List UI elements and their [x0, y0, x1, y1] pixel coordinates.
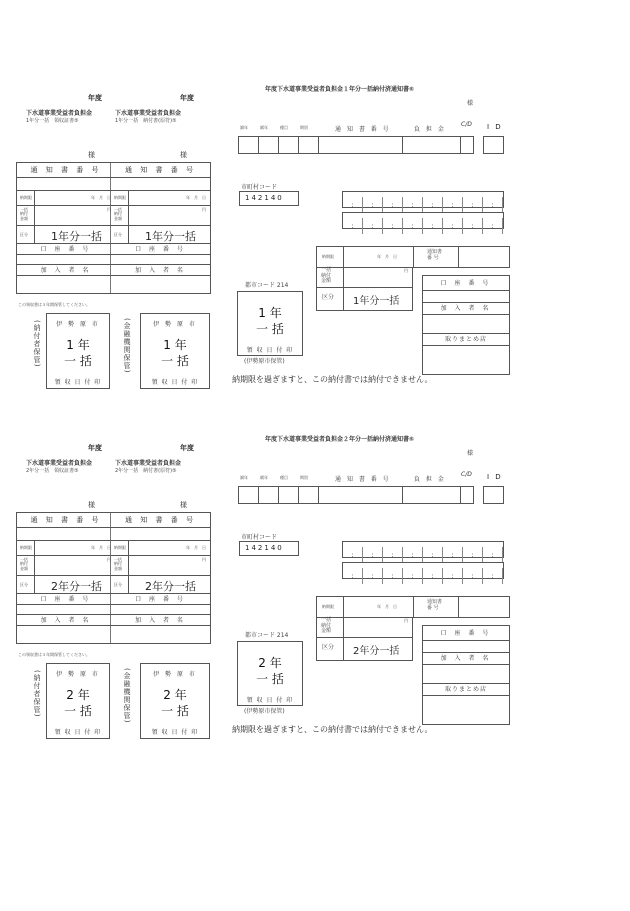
city-stamp-box: [237, 291, 303, 356]
overdue-warning: 納期限を過ぎますと、この納付書では納付できません。: [232, 725, 433, 734]
account-number-field[interactable]: [17, 255, 115, 265]
subscriber-name-header: 加 入 者 名: [17, 615, 115, 626]
amount-category-block: [316, 617, 413, 661]
notice-number-field[interactable]: [111, 178, 210, 191]
col-period: 期別: [300, 475, 308, 480]
receipt-stamp-box-bank: [140, 313, 210, 389]
stamp-term: 2 年: [258, 656, 282, 670]
amount-row: 一括 納付 金額 円: [111, 556, 210, 576]
receipt-subtitle: 1年分一括 領収証書⑤: [26, 118, 79, 124]
category-row: 区分 2年分一括: [317, 638, 412, 660]
stamp-term: 1 年: [163, 338, 187, 352]
receipt-date-stamp-label: 領 収 日 付 印: [54, 379, 102, 386]
amount-row: 一括 納付 金額 円: [317, 617, 412, 638]
col-notice-number: 通 知 書 番 号: [335, 126, 391, 133]
amount-field[interactable]: 円: [202, 557, 206, 562]
ocr-digit-row: [342, 191, 504, 208]
receipt-date-stamp-label: 領 収 日 付 印: [151, 729, 199, 736]
digit-box: :: [363, 197, 383, 213]
receipt-grid: [16, 162, 211, 294]
receipt-slip-payer: [17, 163, 115, 293]
digit-box: :: [443, 197, 463, 213]
receipt-date-stamp-label: 領 収 日 付 印: [54, 729, 102, 736]
city-name: 伊 勢 原 市: [56, 671, 100, 678]
payer-keep-label: (納付者保管): [33, 670, 41, 718]
city-name: 伊 勢 原 市: [153, 671, 197, 678]
category-row: 区分 2年分一括: [17, 576, 115, 594]
payment-slip-subtitle: 1年分一括 納付書(原符)⑤: [115, 118, 177, 124]
notice-number-label: 通知書 番 号: [427, 249, 443, 261]
digit-box: :: [343, 568, 363, 584]
bank-keep-label: (金融機関保管): [123, 318, 131, 374]
overdue-warning: 納期限を過ぎますと、この納付書では納付できません。: [232, 375, 433, 384]
honorific-label: 様: [180, 501, 187, 509]
city-stamp-box: [237, 641, 303, 706]
digit-box: :: [443, 547, 463, 563]
account-number-header: 口 座 番 号: [111, 594, 210, 605]
subscriber-name-field[interactable]: [17, 626, 115, 643]
account-number-field[interactable]: [17, 605, 115, 615]
fiscal-year-label: 年度: [180, 444, 194, 452]
city-code-label: 都市コード 214: [245, 282, 289, 289]
keep-notice: この領収書は５年間保管してください。: [18, 302, 90, 307]
notice-number-label: 通知書 番 号: [427, 599, 443, 611]
receipt-title: 下水道事業受益者負担金: [26, 460, 93, 467]
notice-number-field[interactable]: [111, 528, 210, 541]
stamp-term: 1 年: [258, 306, 282, 320]
city-code-label: 都市コード 214: [245, 632, 289, 639]
digit-box: :: [443, 218, 463, 234]
notice-number-header: 通 知 書 番 号: [17, 163, 115, 178]
account-number-header: 口 座 番 号: [17, 594, 115, 605]
amount-category-block: [316, 267, 413, 311]
due-date-field[interactable]: 年 月 日: [186, 545, 206, 550]
due-date-row: 納期限 年 月 日: [17, 541, 115, 556]
due-date-notice-row: 納期限 年 月 日 通知書 番 号: [316, 596, 510, 618]
amount-row: 一括 納付 金額 円: [317, 267, 412, 288]
ocr-digit-row: [342, 562, 504, 579]
digit-box: :: [463, 197, 483, 213]
col-charge: 負 担 金: [414, 126, 446, 133]
subscriber-name-field[interactable]: [111, 276, 210, 293]
digit-box: :: [383, 568, 403, 584]
digit-box: :: [403, 218, 423, 234]
subscriber-name-header: 加 入 者 名: [17, 265, 115, 276]
fiscal-year-label: 年度: [180, 94, 194, 102]
municipality-code: 142140: [239, 191, 299, 206]
account-number-field[interactable]: [111, 605, 210, 615]
digit-box: :: [463, 218, 483, 234]
city-name: 伊 勢 原 市: [56, 321, 100, 328]
amount-field[interactable]: 円: [404, 268, 408, 273]
fiscal-year-label: 年度: [88, 444, 102, 452]
receipt-slip-bank: [111, 513, 210, 643]
col-item: 種目: [280, 125, 288, 130]
col-year-levy: 賦年: [260, 475, 268, 480]
notice-number-header: 通 知 書 番 号: [111, 513, 210, 528]
category-row: 区分 1年分一括: [111, 226, 210, 244]
digit-box: :: [483, 547, 503, 563]
municipality-code: 142140: [239, 541, 299, 556]
due-date-row: 納期限 年 月 日: [111, 191, 210, 206]
digit-box: :: [383, 197, 403, 213]
subscriber-name-header: 加 入 者 名: [111, 265, 210, 276]
subscriber-name-header: 加 入 者 名: [111, 615, 210, 626]
id-field[interactable]: [483, 486, 504, 504]
agent-branch-field[interactable]: [423, 696, 509, 724]
notice-title: 年度下水道事業受益者負担金２年分一括納付済通知書⑤: [265, 436, 415, 443]
subscriber-name-field[interactable]: [111, 626, 210, 643]
col-year-levy: 賦年: [260, 125, 268, 130]
stamp-term: 2 年: [66, 688, 90, 702]
payer-keep-label: (納付者保管): [33, 320, 41, 368]
account-info-stack: [422, 625, 510, 725]
col-check-digit: C/D: [461, 121, 472, 128]
amount-field[interactable]: 円: [202, 207, 206, 212]
stamp-lump-sum: 一 括: [161, 704, 189, 718]
col-year-tax: 調年: [240, 475, 248, 480]
col-charge: 負 担 金: [414, 476, 446, 483]
city-keep-label: (伊勢原市保管): [244, 708, 285, 715]
digit-box: :: [483, 568, 503, 584]
digit-box: :: [403, 568, 423, 584]
digit-box: :: [363, 218, 383, 234]
receipt-slip-bank: [111, 163, 210, 293]
col-check-digit: C/D: [461, 471, 472, 478]
receipt-stamp-box-bank: [140, 663, 210, 739]
payment-slip-title: 下水道事業受益者負担金: [115, 460, 182, 467]
category-value: 1年分一括: [145, 230, 196, 243]
ocr-digit-row: [342, 541, 504, 558]
receipt-slip-payer: [17, 513, 115, 643]
stamp-term: 2 年: [163, 688, 187, 702]
amount-field[interactable]: 円: [107, 207, 111, 212]
honorific-label: 様: [467, 100, 474, 107]
category-row: 区分 1年分一括: [17, 226, 115, 244]
id-field[interactable]: [483, 136, 504, 154]
ocr-digit-row: [342, 212, 504, 229]
digit-box: :: [463, 568, 483, 584]
code-entry-row: [238, 136, 474, 154]
col-period: 期別: [300, 125, 308, 130]
subscriber-name-header: 加 入 者 名: [423, 653, 509, 665]
stamp-lump-sum: 一 括: [256, 322, 284, 336]
honorific-label: 様: [467, 450, 474, 457]
subscriber-name-field[interactable]: [17, 276, 115, 293]
receipt-subtitle: 2年分一括 領収証書⑤: [26, 468, 79, 474]
receipt-stamp-box-payer: [46, 313, 110, 389]
category-value: 2年分一括: [145, 580, 196, 593]
digit-box: :: [483, 197, 503, 213]
notice-number-header: 通 知 書 番 号: [17, 513, 115, 528]
category-row: 区分 2年分一括: [111, 576, 210, 594]
digit-box: :: [403, 547, 423, 563]
stamp-lump-sum: 一 括: [64, 354, 92, 368]
account-number-field[interactable]: [423, 291, 509, 303]
digit-box: :: [483, 218, 503, 234]
notice-number-field[interactable]: [17, 528, 115, 541]
notice-number-field[interactable]: [17, 178, 115, 191]
amount-row: 一括 納付 金額 円: [111, 206, 210, 226]
due-date-field[interactable]: 年 月 日: [186, 195, 206, 200]
due-date-row: 納期限 年 月 日: [111, 541, 210, 556]
col-notice-number: 通 知 書 番 号: [335, 476, 391, 483]
subscriber-name-header: 加 入 者 名: [423, 303, 509, 315]
account-number-header: 口 座 番 号: [423, 276, 509, 291]
col-item: 種目: [280, 475, 288, 480]
digit-box: :: [463, 547, 483, 563]
stamp-lump-sum: 一 括: [256, 672, 284, 686]
agent-branch-header: 取りまとめ店: [423, 334, 509, 346]
amount-field[interactable]: 円: [107, 557, 111, 562]
stamp-term: 1 年: [66, 338, 90, 352]
honorific-label: 様: [88, 151, 95, 159]
account-number-field[interactable]: [111, 255, 210, 265]
amount-row: 一括 納付 金額 円: [17, 556, 115, 576]
receipt-grid: [16, 512, 211, 644]
col-id: I D: [487, 123, 503, 131]
digit-box: :: [343, 197, 363, 213]
notice-number-header: 通 知 書 番 号: [111, 163, 210, 178]
category-value: 2年分一括: [353, 646, 400, 657]
digit-box: :: [383, 547, 403, 563]
due-date-notice-row: 納期限 年 月 日 通知書 番 号: [316, 246, 510, 268]
agent-branch-header: 取りまとめ店: [423, 684, 509, 696]
due-date-field[interactable]: 年 月 日: [91, 195, 111, 200]
digit-box: :: [443, 568, 463, 584]
payment-slip-section: [0, 428, 630, 848]
municipality-code-label: 市町村コード: [241, 184, 278, 191]
digit-box: :: [383, 218, 403, 234]
payment-slip-title: 下水道事業受益者負担金: [115, 110, 182, 117]
honorific-label: 様: [88, 501, 95, 509]
payment-slip-subtitle: 2年分一括 納付書(原符)⑤: [115, 468, 177, 474]
city-name: 伊 勢 原 市: [153, 321, 197, 328]
account-number-header: 口 座 番 号: [111, 244, 210, 255]
city-keep-label: (伊勢原市保管): [244, 358, 285, 365]
account-info-stack: [422, 275, 510, 375]
bank-keep-label: (金融機関保管): [123, 668, 131, 724]
keep-notice: この領収書は５年間保管してください。: [18, 652, 90, 657]
due-date-field[interactable]: 年 月 日: [377, 604, 397, 609]
receipt-date-stamp-label: 領 収 日 付 印: [246, 347, 294, 354]
amount-field[interactable]: 円: [404, 618, 408, 623]
municipality-code-label: 市町村コード: [241, 534, 278, 541]
receipt-stamp-box-payer: [46, 663, 110, 739]
subscriber-name-field[interactable]: [423, 665, 509, 684]
fiscal-year-label: 年度: [88, 94, 102, 102]
due-date-field[interactable]: 年 月 日: [91, 545, 111, 550]
code-entry-row: [238, 486, 474, 504]
category-row: 区分 1年分一括: [317, 288, 412, 310]
agent-branch-field[interactable]: [423, 346, 509, 374]
account-number-field[interactable]: [423, 641, 509, 653]
col-id: I D: [487, 473, 503, 481]
digit-box: :: [423, 218, 443, 234]
receipt-date-stamp-label: 領 収 日 付 印: [151, 379, 199, 386]
account-number-header: 口 座 番 号: [423, 626, 509, 641]
amount-row: 一括 納付 金額 円: [17, 206, 115, 226]
digit-box: :: [423, 568, 443, 584]
receipt-date-stamp-label: 領 収 日 付 印: [246, 697, 294, 704]
honorific-label: 様: [180, 151, 187, 159]
digit-box: :: [363, 568, 383, 584]
digit-box: :: [343, 218, 363, 234]
digit-box: :: [403, 197, 423, 213]
col-year-tax: 調年: [240, 125, 248, 130]
account-number-header: 口 座 番 号: [17, 244, 115, 255]
digit-box: :: [423, 547, 443, 563]
subscriber-name-field[interactable]: [423, 315, 509, 334]
category-value: 1年分一括: [51, 230, 102, 243]
digit-box: :: [363, 547, 383, 563]
category-value: 2年分一括: [51, 580, 102, 593]
stamp-lump-sum: 一 括: [64, 704, 92, 718]
due-date-row: 納期限 年 月 日: [17, 191, 115, 206]
due-date-field[interactable]: 年 月 日: [377, 254, 397, 259]
digit-box: :: [423, 197, 443, 213]
notice-title: 年度下水道事業受益者負担金１年分一括納付済通知書⑤: [265, 86, 415, 93]
receipt-title: 下水道事業受益者負担金: [26, 110, 93, 117]
digit-box: :: [343, 547, 363, 563]
stamp-lump-sum: 一 括: [161, 354, 189, 368]
category-value: 1年分一括: [353, 296, 400, 307]
